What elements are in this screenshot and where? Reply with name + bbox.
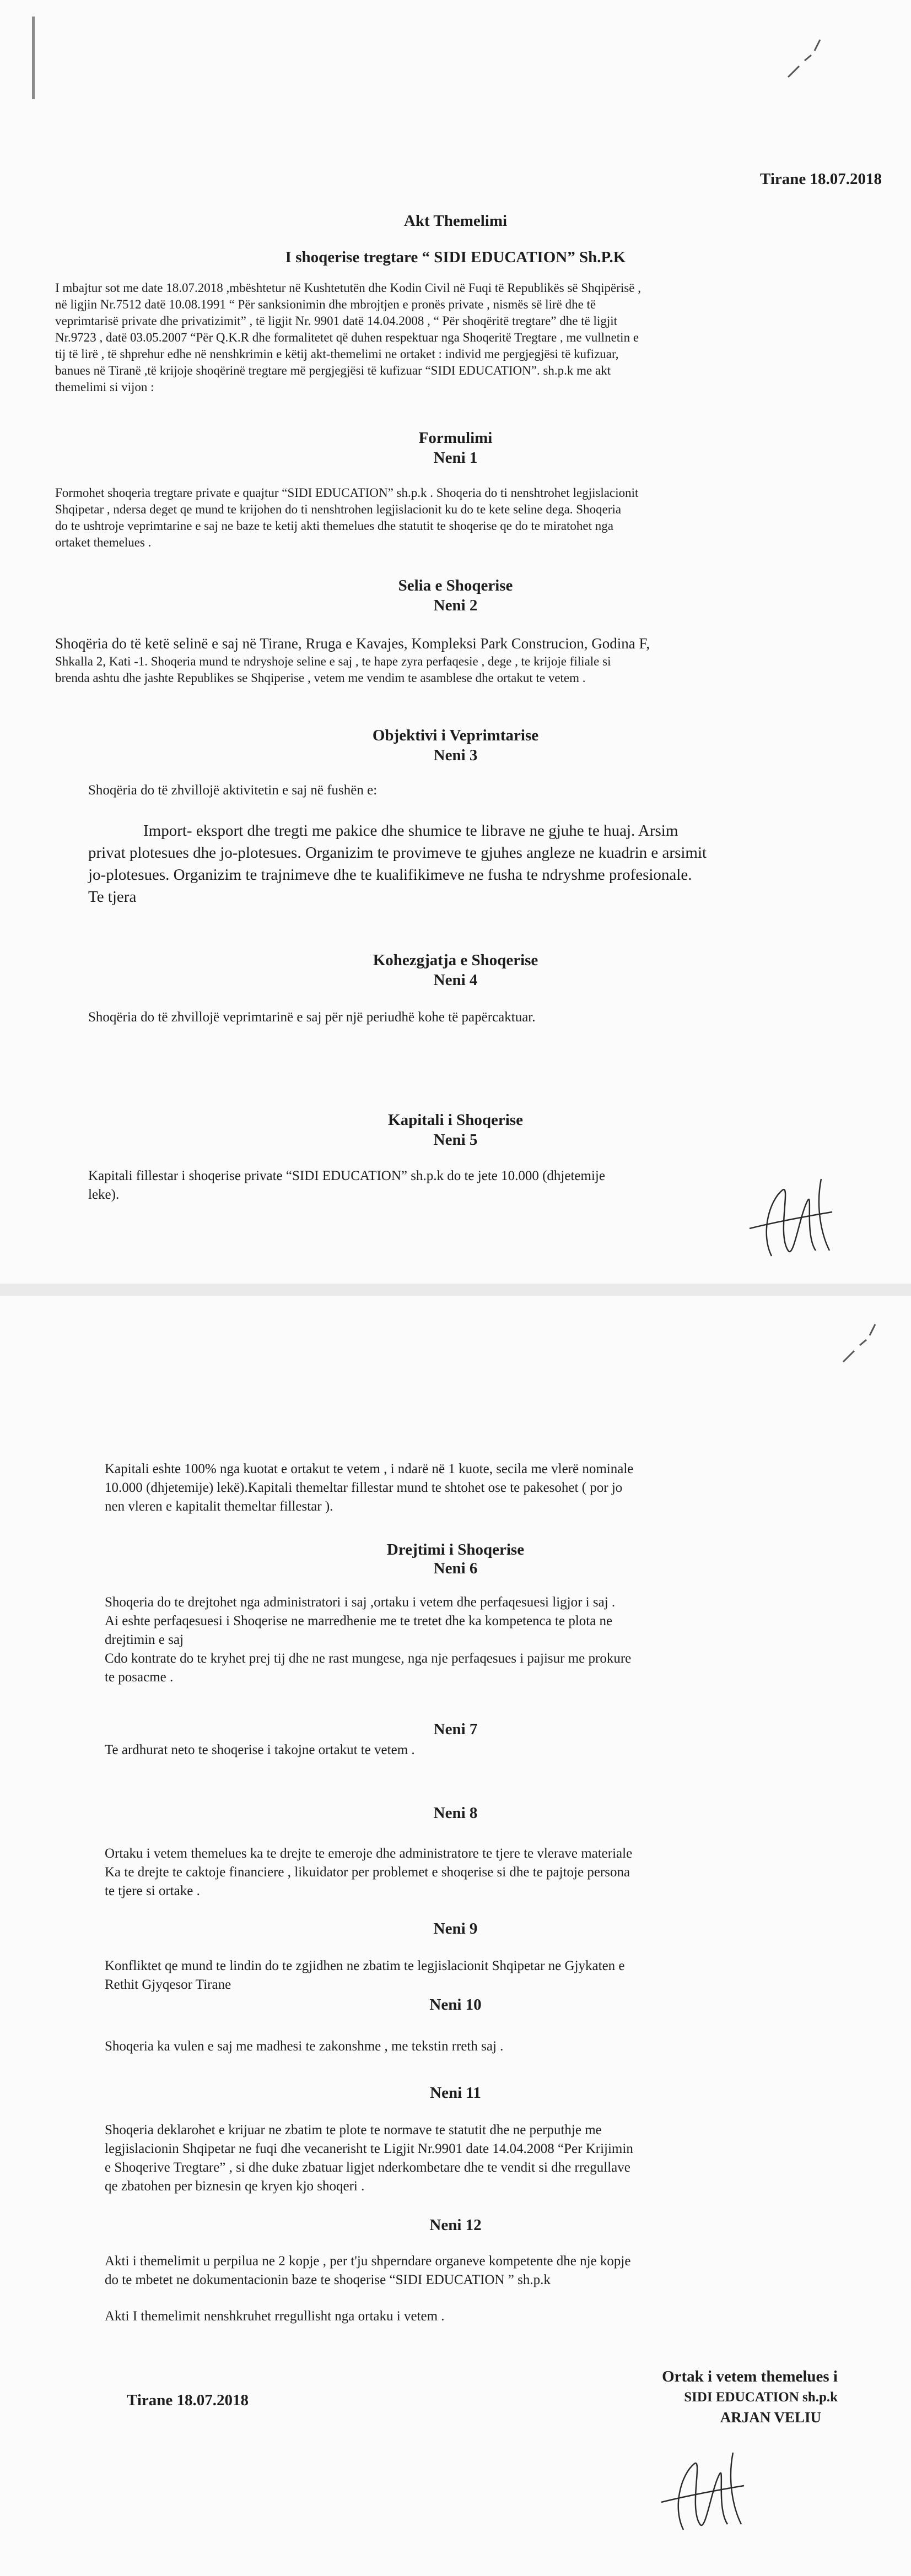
article-line: Shoqeria do te drejtohet nga administratori i saj ,ortaku i vetem dhe perfaqesuesi ligjor i saj . <box>105 1595 616 1610</box>
article-12-paragraph <box>105 2252 865 2290</box>
article-line: ortaket themelues . <box>55 535 152 549</box>
article-line: Kapitali fillestar i shoqerise private “SIDI EDUCATION” sh.p.k do te jete 10.000 (dhjetemije <box>88 1168 605 1183</box>
article-number-10: Neni 10 <box>429 1996 482 2014</box>
article-line: Formohet shoqeria tregtare private e quajtur “SIDI EDUCATION” sh.p.k . Shoqeria do ti nenshtrohet legjislacionit <box>55 486 639 500</box>
article-line: 10.000 (dhjetemije) lekë).Kapitali themeltar fillestar mund te shtohet ose te pakesohet ( por jo <box>105 1480 623 1495</box>
article-number-3: Neni 3 <box>433 746 478 764</box>
article-9-paragraph <box>105 1957 865 1994</box>
section-title-selia: Selia e Shoqerise <box>398 577 513 594</box>
article-line: te tjere si ortake . <box>105 1884 200 1898</box>
article-7-text: Te ardhurat neto te shoqerise i takojne ortakut te vetem . <box>105 1742 415 1757</box>
intro-line: Nr.9723 , datë 03.05.2007 “Për Q.K.R dhe formalitetet që duhen respektuar nga Shoqeritë Tregtare , me vullnetin e <box>55 331 639 344</box>
signature-line: SIDI EDUCATION sh.p.k <box>684 2390 838 2405</box>
intro-line: I mbajtur sot me date 18.07.2018 ,mbështetur në Kushtetutën dhe Kodin Civil në Fuqi të Republikës së Shqipërisë , <box>55 281 641 295</box>
article-line: e Shoqerive Tregtare” , si dhe duke zbatuar ligjet nderkombetare dhe te vendit si dhe rregullave <box>105 2160 630 2175</box>
article-line: privat plotesues dhe jo-plotesues. Organizim te provimeve te gjuhes angleze ne kuadrin e arsimit <box>88 844 707 862</box>
article-line: leke). <box>88 1187 120 1202</box>
article-line: do te ushtroje veprimtarine e saj ne baze te ketij akti themelues dhe statutit te shoqerise qe do te miratohet nga <box>55 519 613 533</box>
footer-date: Tirane 18.07.2018 <box>127 2391 249 2409</box>
closing-statement: Akti I themelimit nenshkruhet rregullisht nga ortaku i vetem . <box>105 2309 445 2324</box>
article-line: brenda ashtu dhe jashte Republikes se Shqiperise , vetem me vendim te asamblese dhe ortakut te vetem . <box>55 671 586 685</box>
article-6-paragraph <box>105 1593 865 1687</box>
article-line: Te tjera <box>88 888 137 906</box>
article-11-paragraph <box>105 2121 865 2196</box>
article-line: Ortaku i vetem themelues ka te drejte te emeroje dhe administratore te tjere te vlerave materiale <box>105 1846 633 1861</box>
article-10-text: Shoqeria ka vulen e saj me madhesi te zakonshme , me tekstin rreth saj . <box>105 2039 504 2054</box>
intro-line: në ligjin Nr.7512 datë 10.08.1991 “ Për sanksionimin dhe mbrojtjen e pronës private , nismës së lirë dhe të <box>55 297 596 311</box>
intro-line: veprimtarisë private dhe privatizimit” , të ligjit Nr. 9901 datë 14.04.2008 , “ Për shoqëritë tregtare” dhe të ligjit <box>55 314 618 328</box>
signature-line: ARJAN VELIU <box>720 2409 821 2426</box>
intro-line: tij të lirë , të shprehur edhe në nenshkrimin e këtij akt-themelimi ne ortaket : individ me pergjegjësi të kufizuar, <box>55 347 619 361</box>
article-line: Import- eksport dhe tregti me pakice dhe shumice te librave ne gjuhe te huaj. Arsim <box>143 822 678 840</box>
article-line: Shoqeria deklarohet e krijuar ne zbatim te plote te normave te statutit dhe ne perputhje me <box>105 2123 602 2137</box>
document-page-1 <box>0 0 911 1284</box>
scan-edge-mark <box>32 17 35 99</box>
intro-line: banues në Tiranë ,të krijoje shoqërinë tregtare më pergjegjësi të kufizuar “SIDI EDUCATION”. sh.p.k me akt <box>55 364 611 377</box>
article-number-11: Neni 11 <box>430 2084 481 2102</box>
article-1-paragraph <box>55 485 860 551</box>
article-line: Akti i themelimit u perpilua ne 2 kopje , per t'ju shperndare organeve kompetente dhe nje kopje <box>105 2254 631 2269</box>
article-line: Cdo kontrate do te kryhet prej tij dhe ne rast mungese, nga nje perfaqesues i pajisur me prokure <box>105 1651 632 1666</box>
article-line: Shqipetar , ndersa deget qe mund te krijohen do ti nenshtrohen legjislacionit ku do te kete seline dega. Shoqeria <box>55 502 622 516</box>
document-page-2 <box>0 1296 911 2576</box>
article-line: Kapitali eshte 100% nga kuotat e ortakut te vetem , i ndarë në 1 kuote, secila me vlerë nominale <box>105 1462 634 1476</box>
article-8-paragraph <box>105 1844 865 1901</box>
article-line: Rethit Gjyqesor Tirane <box>105 1977 231 1992</box>
handwritten-signature <box>650 2442 755 2541</box>
article-line: nen vleren e kapitalit themeltar fillestar ). <box>105 1499 333 1514</box>
intro-line: themelimi si vijon : <box>55 380 154 394</box>
article-line: qe zbatohen per biznesin qe kryen kjo shoqeri . <box>105 2179 365 2194</box>
signature-block <box>573 2366 838 2427</box>
article-number-4: Neni 4 <box>433 971 478 989</box>
article-5-paragraph <box>88 1167 794 1204</box>
article-line: Ai eshte perfaqesuesi i Shoqerise ne marredhenie me te tretet dhe ka kompetenca te plota ne <box>105 1614 613 1628</box>
section-title-kohezgjatja: Kohezgjatja e Shoqerise <box>373 951 538 969</box>
document-subtitle: I shoqerise tregtare “ SIDI EDUCATION” Sh.P.K <box>285 248 626 266</box>
article-line: Shkalla 2, Kati -1. Shoqeria mund te ndryshoje seline e saj , te hape zyra perfaqesie , dege , te krijoje filiale si <box>55 654 611 668</box>
article-number-12: Neni 12 <box>429 2216 482 2234</box>
scan-speck-mark <box>783 33 827 83</box>
article-number-1: Neni 1 <box>433 449 478 467</box>
section-title-drejtimi: Drejtimi i Shoqerise <box>386 1541 525 1558</box>
article-number-9: Neni 9 <box>433 1920 478 1938</box>
article-line: jo-plotesues. Organizim te trajnimeve dhe te kualifikimeve ne fusha te ndryshme profesionale. <box>88 866 692 884</box>
section-title-kapitali: Kapitali i Shoqerise <box>388 1111 523 1129</box>
article-4-text: Shoqëria do të zhvillojë veprimtarinë e saj për një periudhë kohe të papërcaktuar. <box>88 1010 536 1025</box>
article-line: drejtimin e saj <box>105 1632 184 1647</box>
article-number-6: Neni 6 <box>433 1560 478 1577</box>
article-number-7: Neni 7 <box>433 1720 478 1738</box>
article-line: Ka te drejte te caktoje financiere , likuidator per problemet e shoqerise si dhe te pajtoje persona <box>105 1865 630 1880</box>
article-line: do te mbetet ne dokumentacionin baze te shoqerise “SIDI EDUCATION ” sh.p.k <box>105 2272 551 2287</box>
article-2-paragraph <box>55 634 871 686</box>
article-3-paragraph <box>88 820 871 908</box>
article-3-intro: Shoqëria do të zhvillojë aktivitetin e saj në fushën e: <box>88 783 378 798</box>
article-number-8: Neni 8 <box>433 1804 478 1822</box>
signature-line: Ortak i vetem themelues i <box>662 2368 838 2385</box>
section-title-objektivi: Objektivi i Veprimtarise <box>372 727 539 744</box>
handwritten-signature <box>738 1168 843 1267</box>
section-title-formulimi: Formulimi <box>418 429 493 447</box>
article-number-2: Neni 2 <box>433 597 478 614</box>
capital-paragraph <box>105 1460 865 1516</box>
article-line: Shoqëria do të ketë selinë e saj në Tirane, Rruga e Kavajes, Kompleksi Park Construcion, Godina F, <box>55 635 650 652</box>
document-date: Tirane 18.07.2018 <box>760 170 882 188</box>
document-title: Akt Themelimi <box>403 212 508 230</box>
article-line: legjislacionin Shqipetar ne fuqi dhe vecanerisht te Ligjit Nr.9901 date 14.04.2008 “Per Krijimin <box>105 2141 633 2156</box>
article-line: te posacme . <box>105 1670 174 1685</box>
article-line: Konfliktet qe mund te lindin do te zgjidhen ne zbatim te legjislacionit Shqipetar ne Gjykaten e <box>105 1958 625 1973</box>
scan-speck-mark <box>838 1318 882 1367</box>
article-number-5: Neni 5 <box>433 1131 478 1149</box>
intro-paragraph <box>55 280 860 396</box>
page-separator <box>0 1284 911 1296</box>
